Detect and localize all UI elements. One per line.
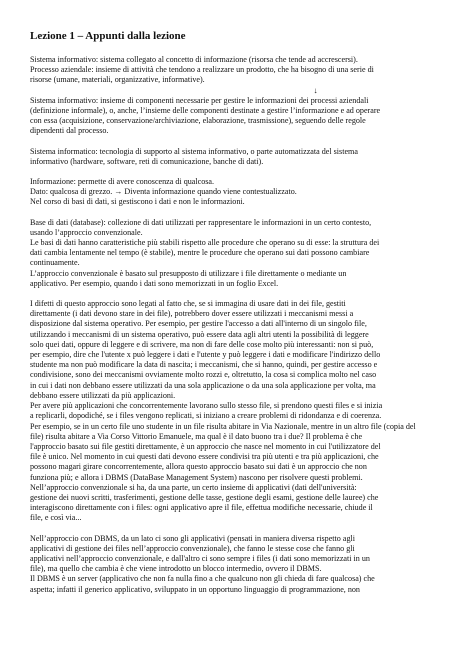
text-line: Le basi di dati hanno caratteristiche più stabili rispetto alle procedure che operano su di esse: la struttura dei bbox=[30, 238, 380, 248]
paragraph-base-di-dati bbox=[30, 218, 436, 289]
text-line: per esempio, dire che l'utente x può leggere i dati e l'utente y può leggere i dati e modificare l'indirizzo dello bbox=[30, 350, 381, 360]
text-line: l'approccio basato sui file gestiti direttamente, è un approccio che nasce nel momento in cui l'utilizzatore del bbox=[30, 441, 381, 451]
paragraph-informazione-dato bbox=[30, 177, 436, 208]
paragraph-sistema-informativo-def bbox=[30, 96, 436, 137]
text-line: Il DBMS è un server (applicativo che non fa nulla fino a che qualcuno non gli chieda di fare qualcosa) che bbox=[30, 574, 375, 584]
text-line: solo quei dati, oppure di leggere e di scrivere, ma non di fare delle cose molto più interessanti: non si può, bbox=[30, 339, 374, 349]
text-line: aspetta; infatti il generico applicativo, sviluppato in un opportuno linguaggio di programmazione, non bbox=[30, 584, 360, 594]
text-line: Dato: qualcosa di grezzo. → Diventa informazione quando viene contestualizzato. bbox=[30, 187, 297, 197]
down-arrow-icon: ↓ bbox=[313, 85, 318, 95]
paragraph-sistema-informatico bbox=[30, 147, 436, 167]
text-line: dipendenti dal processo. bbox=[30, 126, 109, 136]
text-line: Nel corso di basi di dati, si gestiscono i dati e non le informazioni. bbox=[30, 197, 245, 207]
text-line: I difetti di questo approccio sono legati al fatto che, se si immagina di usare dati in dei file, gestiti bbox=[30, 299, 346, 309]
paragraph-difetti-approccio bbox=[30, 299, 436, 523]
text-line: condivisione, sono dei meccanismi ovviamente molto rozzi e, oltretutto, la cosa si complica molto nel caso bbox=[30, 370, 377, 380]
text-line: file), ma quello che cambia è che viene introdotto un blocco intermedio, ovvero il DBMS. bbox=[30, 564, 322, 574]
text-line: usando l’approccio convenzionale. bbox=[30, 227, 143, 237]
text-line: gestione dei nuovi scritti, trasferimenti, gestione delle tasse, gestione degli esami, gestione delle lauree) che bbox=[30, 492, 379, 502]
text-line: applicativi nell’approccio convenzionale, e dall'altro ci sono sempre i files (i dati sono memorizzati in un bbox=[30, 553, 370, 563]
text-line: debbano essere utilizzati da più applicazioni. bbox=[30, 390, 176, 400]
text-line: continuamente. bbox=[30, 258, 80, 268]
text-line: Per esempio, se in un certo file uno studente in un file risulta abitare in Via Nazionale, mentre in un altro file (copia del bbox=[30, 421, 416, 431]
page-title: Lezione 1 – Appunti dalla lezione bbox=[30, 30, 186, 42]
text-line: file è unico. Nel momento in cui questi dati devono essere condivisi tra più utenti e tra più applicazioni, che bbox=[30, 452, 379, 462]
text-line: (definizione informale), o, anche, l’insieme delle componenti destinate a gestire l’informazione e ad operare bbox=[30, 106, 381, 116]
text-line: Base di dati (database): collezione di dati utilizzati per rappresentare le informazioni in un certo contesto, bbox=[30, 217, 372, 227]
text-line: a replicarli, dopodiché, se i files vengono replicati, si iniziano a creare problemi di ridondanza e di coerenza. bbox=[30, 411, 382, 421]
text-line: Nell’approccio con DBMS, da un lato ci sono gli applicativi (pensati in maniera diversa rispetto agli bbox=[30, 533, 356, 543]
text-line: disposizione dal sistema operativo. Per esempio, per gestire l'accesso a dati all'interno di un singolo file, bbox=[30, 319, 367, 329]
text-line: file) risulta abitare a Via Corso Vittorio Emanuele, ma qual è il dato buono tra i due? Il problema è che bbox=[30, 431, 363, 441]
text-line: applicativi di gestione dei files nell’approccio convenzionale), che fanno le stesse cose che fanno gli bbox=[30, 543, 355, 553]
text-line: dati cambia lentamente nel tempo (è stabile), mentre le procedure che operano sui dati possono cambiare bbox=[30, 248, 370, 258]
text-line: con essa (acquisizione, conservazione/archiviazione, elaborazione, trasmissione), seguendo delle regole bbox=[30, 116, 366, 126]
text-line: interagiscono direttamente con i files: ogni applicativo apre il file, effettua modifiche necessarie, chiude il bbox=[30, 503, 373, 513]
text-line: in cui i dati non debbano essere utilizzati da una sola applicazione o da una sola applicazione per volta, ma bbox=[30, 380, 376, 390]
text-line: risorse (umane, materiali, organizzative, informative). bbox=[30, 75, 205, 85]
text-line: Informazione: permette di avere conoscenza di qualcosa. bbox=[30, 177, 215, 187]
text-line: direttamente (i dati devono stare in dei file), potrebbero dover essere utilizzati i meccanismi messi a bbox=[30, 309, 354, 319]
paragraph-approccio-dbms bbox=[30, 534, 436, 595]
text-line: Sistema informativo: sistema collegato al concetto di informazione (risorsa che tende ad accrescersi). bbox=[30, 55, 358, 64]
text-line: studente ma non può modificare la data di nascita; i meccanismi, che si hanno, quindi, per gestire accesso e bbox=[30, 360, 378, 370]
text-line: file, e così via... bbox=[30, 513, 82, 523]
arrow-line bbox=[30, 86, 436, 96]
text-line: funziona più; e allora i DBMS (DataBase Management System) nascono per risolvere questi problemi. bbox=[30, 472, 363, 482]
text-line: L’approccio convenzionale è basato sul presupposto di utilizzare i file direttamente o mediante un bbox=[30, 268, 347, 278]
text-line: informativo (hardware, software, reti di comunicazione, banche di dati). bbox=[30, 156, 264, 166]
text-line: Processo aziendale: insieme di attività che tendono a realizzare un prodotto, che ha bisogno di una serie di bbox=[30, 65, 374, 75]
text-line: Sistema informativo: insieme di componenti necessarie per gestire le informazioni dei processi aziendali bbox=[30, 95, 369, 105]
text-line: Sistema informatico: tecnologia di supporto al sistema informativo, o parte automatizzata del sistema bbox=[30, 146, 358, 156]
text-line: Nell’approccio convenzionale si ha, da una parte, un certo insieme di applicativi (dati dell'università: bbox=[30, 482, 357, 492]
text-line: possono magari girare concorrentemente, allora questo approccio basato sui dati è un approccio che non bbox=[30, 462, 367, 472]
text-line: applicativo. Per esempio, quando i dati sono memorizzati in un foglio Excel. bbox=[30, 278, 279, 288]
text-line: Per avere più applicazioni che concorrentemente lavorano sullo stesso file, si prendono questi files e si inizia bbox=[30, 401, 383, 411]
paragraph-sistema-informativo-intro bbox=[30, 55, 436, 86]
text-line: utilizzando i meccanismi di un sistema operativo, può essere data agli altri utenti la possibilità di leggere bbox=[30, 329, 369, 339]
